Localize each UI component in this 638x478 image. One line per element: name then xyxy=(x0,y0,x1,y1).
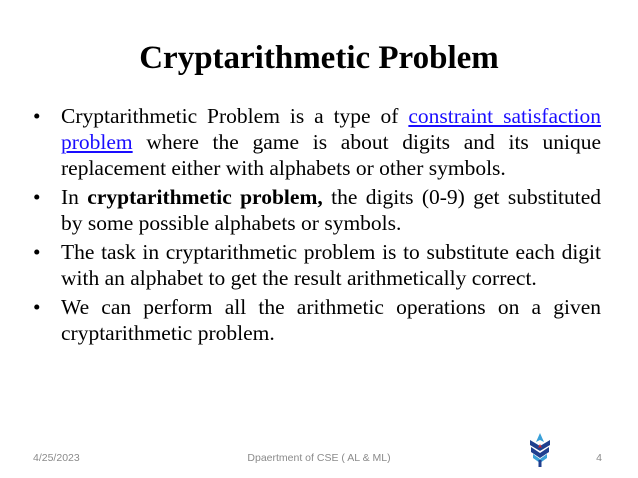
bullet-text: In xyxy=(61,185,88,209)
csp-link[interactable]: constraint satisfaction problem xyxy=(61,104,602,154)
bullet-item-3 xyxy=(33,239,601,291)
bullet-text-cont: where the game is about digits and its unique replacement either with alphabets or other symbols. xyxy=(61,130,601,180)
institution-logo-icon xyxy=(527,432,553,468)
bullet-item-4 xyxy=(33,294,601,346)
bullet-item-1 xyxy=(33,103,601,181)
bullet-text-cont: the digits (0-9) get substituted by some possible alphabets or symbols. xyxy=(61,185,601,235)
bullet-item-2 xyxy=(33,184,601,236)
bullet-marker: • xyxy=(33,104,41,128)
bullet-list xyxy=(33,103,601,349)
bullet-marker: • xyxy=(33,240,41,264)
bullet-bold-term: cryptarithmetic problem, xyxy=(87,185,323,209)
bullet-text: The task in cryptarithmetic problem is to substitute each digit with an alphabet to get the result arithmetically correct. xyxy=(61,240,601,290)
footer-date: 4/25/2023 xyxy=(33,452,80,464)
bullet-text: We can perform all the arithmetic operations on a given cryptarithmetic problem. xyxy=(61,295,601,345)
footer-page-number: 4 xyxy=(596,452,602,464)
footer-department: Dpaertment of CSE ( AL & ML) xyxy=(247,452,391,464)
bullet-marker: • xyxy=(33,295,41,319)
slide-title: Cryptarithmetic Problem xyxy=(139,40,499,76)
bullet-marker: • xyxy=(33,185,41,209)
bullet-text: Cryptarithmetic Problem is a type of xyxy=(61,104,409,128)
